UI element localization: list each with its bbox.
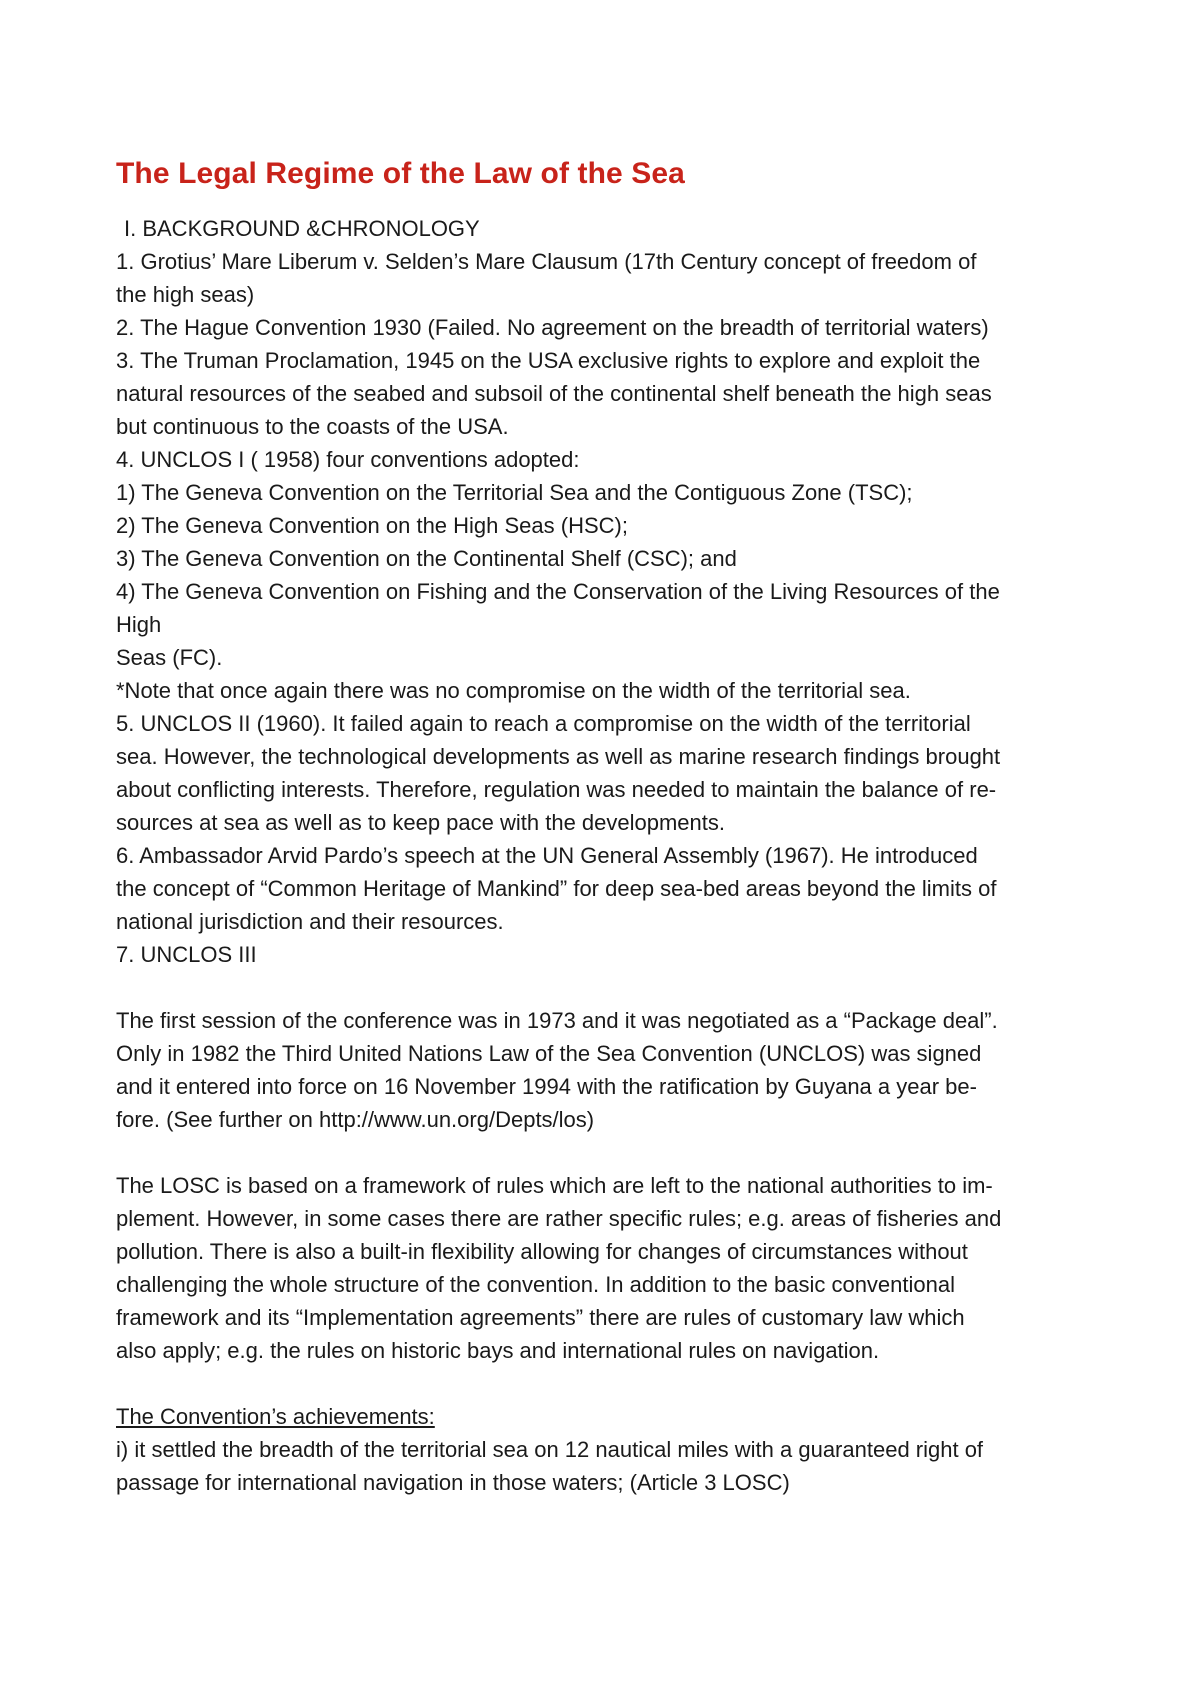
text-line: the concept of “Common Heritage of Mankind” for deep sea-bed areas beyond the limits of [116,876,997,901]
text-line: challenging the whole structure of the convention. In addition to the basic conventional [116,1272,955,1297]
text-line: High [116,612,162,637]
text-line: 4. UNCLOS I ( 1958) four conventions adopted: [116,447,580,472]
paragraph-package-deal [116,1004,1096,1136]
paragraph-losc-framework [116,1169,1096,1367]
text-line: The LOSC is based on a framework of rules which are left to the national authorities to im- [116,1173,993,1198]
paragraph-gap [116,1136,1096,1169]
text-line: pollution. There is also a built-in flexibility allowing for changes of circumstances without [116,1239,968,1264]
text-line: passage for international navigation in those waters; (Article 3 LOSC) [116,1470,790,1495]
text-line: the high seas) [116,282,255,307]
text-line: 2) The Geneva Convention on the High Seas (HSC); [116,513,628,538]
text-line: and it entered into force on 16 November 1994 with the ratification by Guyana a year be- [116,1074,977,1099]
section-heading: I. BACKGROUND &CHRONOLOGY [124,216,480,241]
text-line: 1) The Geneva Convention on the Territorial Sea and the Contiguous Zone (TSC); [116,480,913,505]
text-line: 5. UNCLOS II (1960). It failed again to reach a compromise on the width of the territorial [116,711,971,736]
text-line: about conflicting interests. Therefore, regulation was needed to maintain the balance of re- [116,777,997,802]
paragraph-gap [116,1367,1096,1400]
document-page [116,152,1096,1499]
text-line: but continuous to the coasts of the USA. [116,414,509,439]
text-line: also apply; e.g. the rules on historic bays and international rules on navigation. [116,1338,880,1363]
text-line: *Note that once again there was no compromise on the width of the territorial sea. [116,678,911,703]
chronology-list [116,245,1096,971]
document-title: The Legal Regime of the Law of the Sea [116,157,685,190]
text-line: plement. However, in some cases there are rather specific rules; e.g. areas of fisheries and [116,1206,1002,1231]
text-line: The first session of the conference was in 1973 and it was negotiated as a “Package deal”. [116,1008,998,1033]
paragraph-gap [116,971,1096,1004]
text-line: sea. However, the technological developments as well as marine research findings brought [116,744,1001,769]
text-line: 7. UNCLOS III [116,942,257,967]
text-line: 3. The Truman Proclamation, 1945 on the USA exclusive rights to explore and exploit the [116,348,981,373]
text-line: fore. (See further on http://www.un.org/Depts/los) [116,1107,595,1132]
text-line: Only in 1982 the Third United Nations Law of the Sea Convention (UNCLOS) was signed [116,1041,982,1066]
text-line: 2. The Hague Convention 1930 (Failed. No agreement on the breadth of territorial waters) [116,315,989,340]
text-line: 6. Ambassador Arvid Pardo’s speech at the UN General Assembly (1967). He introduced [116,843,978,868]
text-line: Seas (FC). [116,645,223,670]
text-line: 1. Grotius’ Mare Liberum v. Selden’s Mare Clausum (17th Century concept of freedom of [116,249,977,274]
text-line: sources at sea as well as to keep pace with the developments. [116,810,726,835]
text-line: 3) The Geneva Convention on the Continental Shelf (CSC); and [116,546,737,571]
text-line: i) it settled the breadth of the territorial sea on 12 nautical miles with a guaranteed right of [116,1437,984,1462]
achievements-heading: The Convention’s achievements: [116,1404,435,1429]
text-line: national jurisdiction and their resources. [116,909,504,934]
text-line: framework and its “Implementation agreements” there are rules of customary law which [116,1305,965,1330]
text-line: 4) The Geneva Convention on Fishing and the Conservation of the Living Resources of the [116,579,1000,604]
text-line: natural resources of the seabed and subsoil of the continental shelf beneath the high seas [116,381,992,406]
achievements-list [116,1433,1096,1499]
